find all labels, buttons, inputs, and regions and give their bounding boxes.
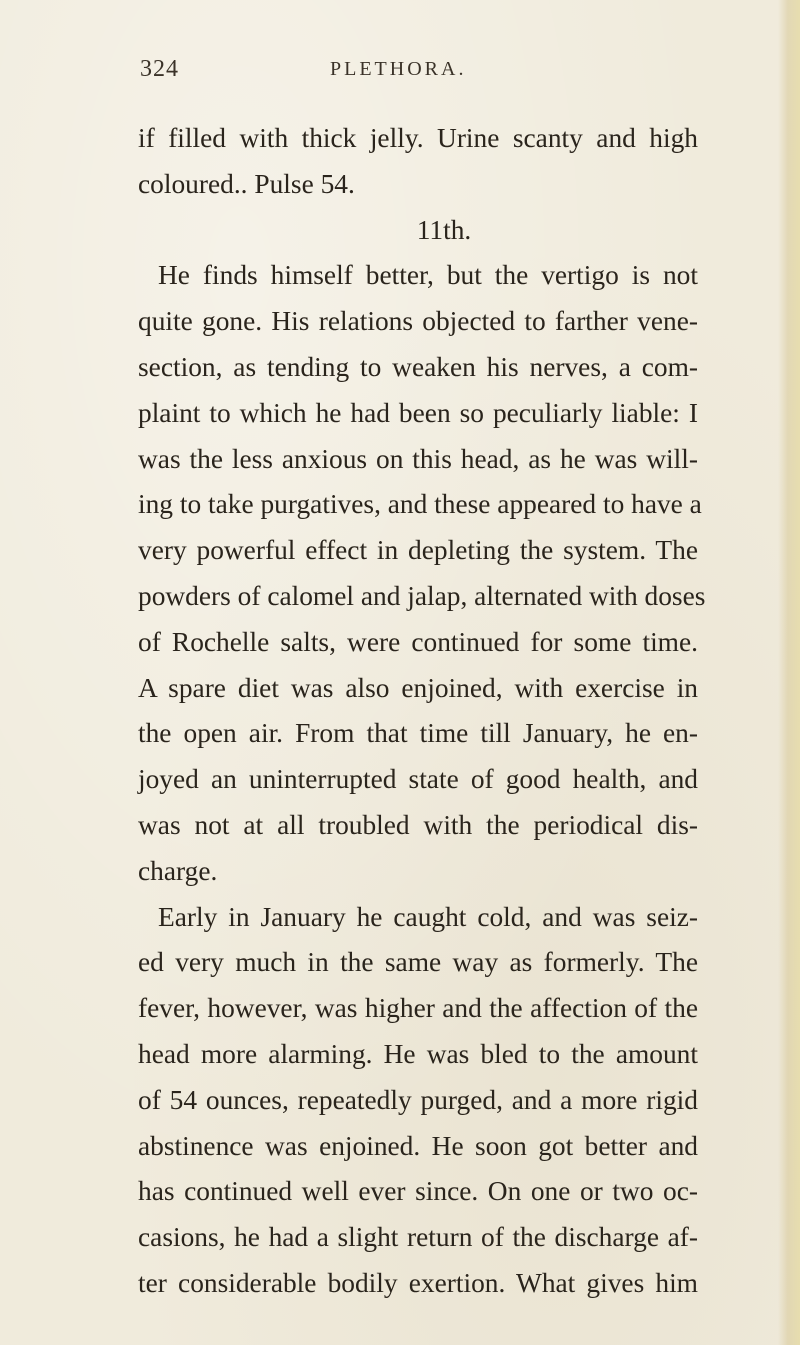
text-line: was not at all troubled with the periodical dis- bbox=[138, 809, 698, 840]
text-line: of Rochelle salts, were continued for some time. bbox=[138, 626, 698, 657]
text-line: ing to take purgatives, and these appeared to have a bbox=[138, 489, 702, 520]
text-line: coloured.. Pulse 54. bbox=[138, 168, 355, 199]
paragraph-start: Early in January he caught cold, and was seiz- bbox=[158, 901, 698, 932]
page-number: 324 bbox=[140, 56, 179, 82]
running-title: PLETHORA. bbox=[330, 58, 467, 80]
text-line: quite gone. His relations objected to farther vene- bbox=[138, 306, 698, 337]
text-line: of 54 ounces, repeatedly purged, and a more rigid bbox=[138, 1084, 698, 1115]
text-line: section, as tending to weaken his nerves, a com- bbox=[138, 351, 698, 382]
text-line: head more alarming. He was bled to the amount bbox=[138, 1038, 698, 1069]
text-line: plaint to which he had been so peculiarly liable: I bbox=[138, 397, 698, 428]
body-text bbox=[138, 116, 706, 1307]
text-line: ed very much in the same way as formerly. The bbox=[138, 947, 698, 978]
text-line: charge. bbox=[138, 855, 218, 886]
text-line: if filled with thick jelly. Urine scanty and high bbox=[138, 123, 698, 153]
text-line: the open air. From that time till January, he en- bbox=[138, 718, 698, 749]
text-line: powders of calomel and jalap, alternated with doses bbox=[138, 580, 706, 611]
page-edge-shadow bbox=[778, 0, 800, 1345]
text-line: fever, however, was higher and the affection of the bbox=[138, 993, 698, 1024]
text-line: was the less anxious on this head, as he was will- bbox=[138, 443, 698, 474]
date-heading: 11th. bbox=[416, 214, 472, 245]
paragraph-start: He finds himself better, but the vertigo is not bbox=[158, 260, 698, 291]
text-line: ter considerable bodily exertion. What gives him bbox=[138, 1267, 698, 1298]
text-line: abstinence was enjoined. He soon got better and bbox=[138, 1130, 698, 1161]
text-line: A spare diet was also enjoined, with exercise in bbox=[138, 672, 698, 703]
text-line: has continued well ever since. On one or two oc- bbox=[138, 1176, 698, 1207]
running-head bbox=[0, 56, 800, 86]
text-line: casions, he had a slight return of the discharge af- bbox=[138, 1222, 698, 1253]
text-line: joyed an uninterrupted state of good health, and bbox=[138, 764, 698, 795]
text-line: very powerful effect in depleting the system. The bbox=[138, 535, 698, 566]
